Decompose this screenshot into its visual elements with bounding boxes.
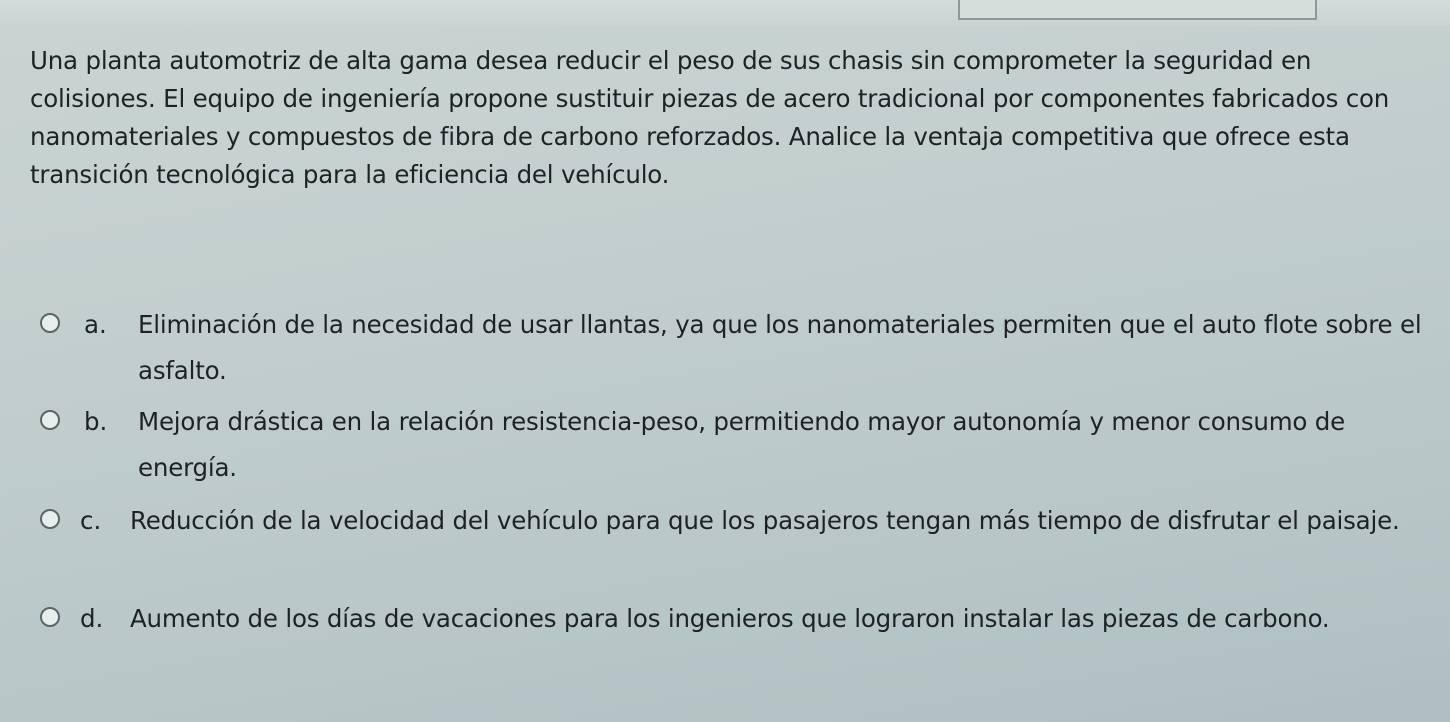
option-letter: a.: [84, 310, 107, 339]
top-box: [958, 0, 1317, 20]
radio-unselected-icon[interactable]: [40, 607, 60, 627]
option-letter: c.: [80, 506, 102, 535]
radio-unselected-icon[interactable]: [40, 410, 60, 430]
option-text: Reducción de la velocidad del vehículo para que los pasajeros tengan más tiempo de disfrutar el paisaje.: [130, 506, 1400, 535]
option-text: Eliminación de la necesidad de usar llantas, ya que los nanomateriales permiten que el auto flote sobre el asfalto.: [138, 310, 1422, 385]
option-letter: d.: [80, 604, 104, 633]
option-text: Aumento de los días de vacaciones para los ingenieros que lograron instalar las piezas de carbono.: [130, 604, 1330, 633]
radio-unselected-icon[interactable]: [40, 509, 60, 529]
question-text: Una planta automotriz de alta gama desea reducir el peso de sus chasis sin comprometer la seguridad en colisiones. El equipo de ingeniería propone sustituir piezas de acero tradicional por componentes fabricados con nanomateriales y compuestos de fibra de carbono reforzados. Analice la ventaja competitiva que ofrece esta transición tecnológica para la eficiencia del vehículo.: [30, 46, 1390, 189]
option-text: Mejora drástica en la relación resistencia-peso, permitiendo mayor autonomía y menor consumo de energía.: [138, 407, 1346, 482]
radio-unselected-icon[interactable]: [40, 313, 60, 333]
option-letter: b.: [84, 407, 108, 436]
